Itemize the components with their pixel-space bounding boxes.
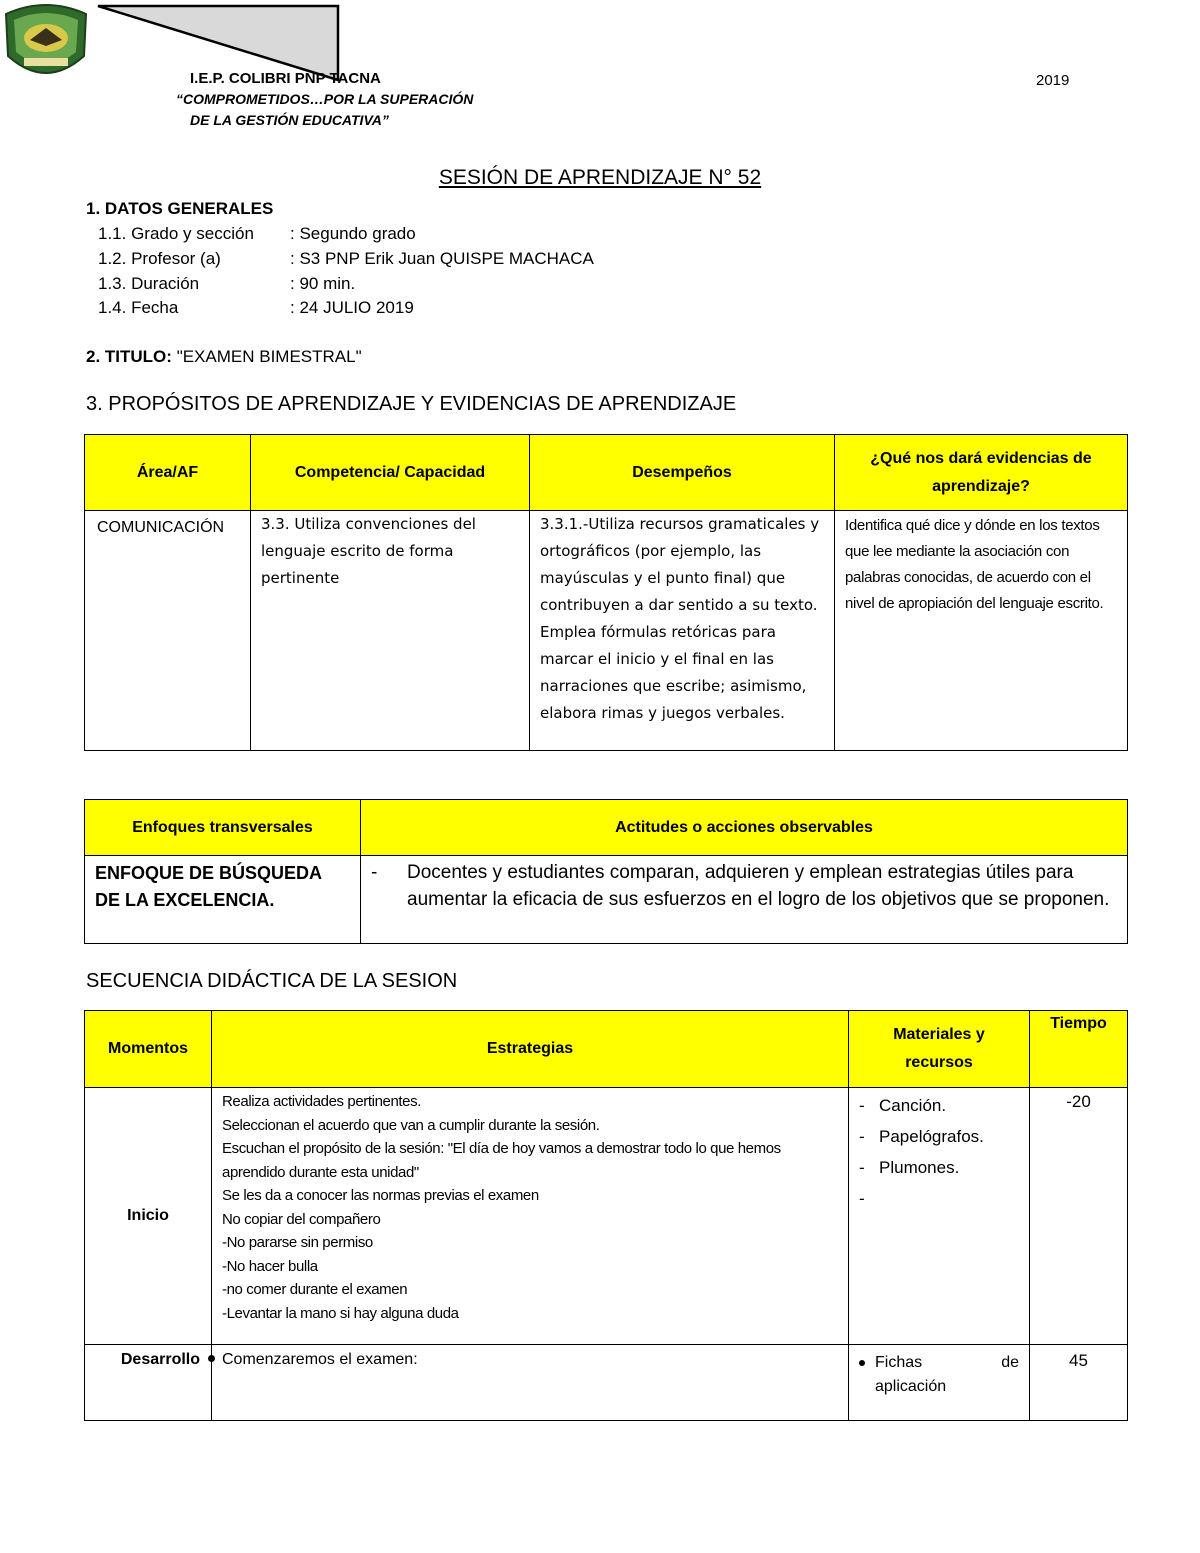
momento-desarrollo [85,1345,212,1421]
datos-label: 1.1. Grado y sección [98,224,254,243]
estrategias-inicio [212,1088,849,1345]
competencia-cell: 3.3. Utiliza convenciones del lenguaje escrito de forma pertinente [251,511,530,751]
material-desarrollo-text: Fichas de aplicación [875,1354,1019,1395]
estrategia-line: -No pararse sin permiso [222,1234,373,1251]
materiales-inicio [849,1088,1030,1345]
datos-label: 1.3. Duración [98,274,200,293]
titulo-value: "EXAMEN BIMESTRAL" [176,347,362,366]
datos-row [98,224,416,244]
tiempo-inicio: -20 [1030,1088,1128,1345]
datos-row [98,249,594,269]
header-area: Área/AF [85,435,251,511]
materiales-list [849,1090,1029,1183]
evidencias-cell: Identifica qué dice y dónde en los textos que lee mediante la asociación con palabras conocidas, de acuerdo con el nivel de apropiación del lenguaje escrito. [835,511,1128,751]
header-competencia: Competencia/ Capacidad [251,435,530,511]
estrategia-line: Seleccionan el acuerdo que van a cumplir durante la sesión. [222,1116,600,1134]
school-motto-line2: DE LA GESTIÓN EDUCATIVA” [190,112,389,128]
estrategia-line: -No hacer bulla [222,1257,318,1275]
header-estrategias: Estrategias [212,1011,849,1088]
datos-row [98,274,355,294]
datos-value: : S3 PNP Erik Juan QUISPE MACHACA [290,249,594,268]
momento-inicio: Inicio [85,1088,212,1345]
datos-value: : 24 JULIO 2019 [290,298,414,317]
estrategia-desarrollo: Comenzaremos el examen: [212,1345,849,1421]
datos-value: : 90 min. [290,274,356,293]
header-actitudes: Actitudes o acciones observables [361,800,1128,856]
estrategia-line: No copiar del compañero [222,1210,381,1228]
datos-label: 1.4. Fecha [98,298,179,317]
estrategia-line: -no comer durante el examen [222,1281,408,1298]
estrategia-line: Escuchan el propósito de la sesión: "El día de hoy vamos a demostrar todo lo que hemos aprendido durante esta unidad" [222,1140,781,1181]
datos-value: : Segundo grado [290,224,416,243]
enfoques-table [84,799,1128,944]
material-item: - Plumones. [849,1152,1029,1183]
school-name: I.E.P. COLIBRI PNP TACNA [190,70,381,87]
header-materiales: Materiales y recursos [849,1011,1030,1088]
area-cell: COMUNICACIÓN [85,511,251,751]
header-momentos: Momentos [85,1011,212,1088]
datos-heading: 1. DATOS GENERALES [86,199,274,218]
material-desarrollo [849,1345,1030,1421]
school-motto-line1: “COMPROMETIDOS…POR LA SUPERACIÓN [176,91,474,107]
header-tiempo: Tiempo [1030,1011,1128,1088]
year-label: 2019 [1036,72,1070,89]
header-enfoques: Enfoques transversales [85,800,361,856]
datos-label: 1.2. Profesor (a) [98,249,221,268]
desempenos-cell: 3.3.1.-Utiliza recursos gramaticales y ortográficos (por ejemplo, las mayúsculas y el punto final) que contribuyen a dar sentido a su texto. Emplea fórmulas retóricas para marcar el inicio y el final en las narraciones que escribe; asimismo, elabora rimas y juegos verbales. [530,511,835,751]
tiempo-desarrollo: 45 [1030,1345,1128,1421]
secuencia-heading: SECUENCIA DIDÁCTICA DE LA SESION [86,970,458,992]
datos-row [98,298,414,318]
momento-desarrollo-label: Desarrollo [120,1351,200,1368]
school-crest-logo [0,0,92,82]
estrategia-line: Se les da a conocer las normas previas el examen [222,1187,539,1204]
material-item: - Canción. [849,1090,1029,1121]
accion-item [371,859,1117,913]
header-evidencias: ¿Qué nos dará evidencias de aprendizaje? [835,435,1128,511]
estrategia-line: -Levantar la mano si hay alguna duda [222,1304,459,1322]
material-desarrollo-item [859,1351,1019,1399]
secuencia-table [84,1010,1128,1421]
bullet-icon [859,1360,865,1366]
propositos-table [84,434,1128,751]
accion-text: Docentes y estudiantes comparan, adquieren y emplean estrategias útiles para aumentar la eficacia de sus esfuerzos en el logro de los objetivos que se proponen. [407,862,1110,910]
propositos-heading: 3. PROPÓSITOS DE APRENDIZAJE Y EVIDENCIAS DE APRENDIZAJE [86,393,737,415]
dash-bullet: - [371,862,378,883]
page-title: SESIÓN DE APRENDIZAJE N° 52 [438,166,762,189]
titulo-label: 2. TITULO: [86,347,172,366]
titulo-line [86,347,362,367]
header-desempenos: Desempeños [530,435,835,511]
material-item: - Papelógrafos. [849,1121,1029,1152]
accion-cell [361,856,1128,944]
enfoque-cell: ENFOQUE DE BÚSQUEDA DE LA EXCELENCIA. [85,856,361,944]
estrategia-line: Realiza actividades pertinentes. [222,1093,421,1110]
bullet-icon [208,1355,215,1362]
